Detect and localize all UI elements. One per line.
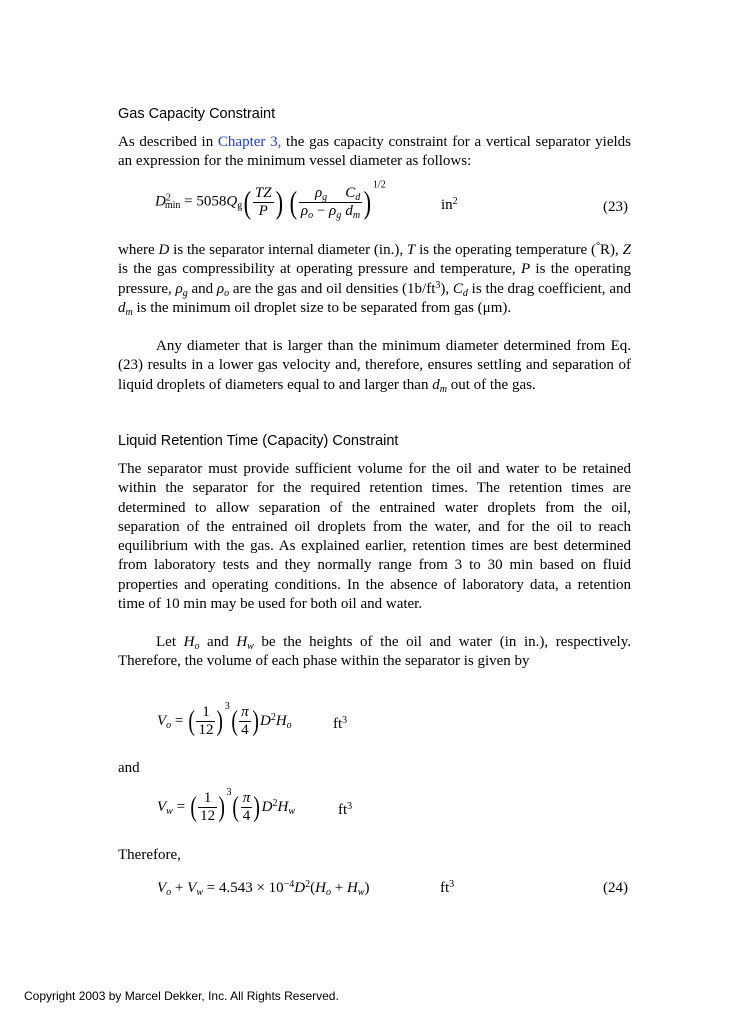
copyright-footer: Copyright 2003 by Marcel Dekker, Inc. All Rights Reserved. bbox=[24, 989, 339, 1003]
section-heading-liquid-retention: Liquid Retention Time (Capacity) Constraint bbox=[118, 433, 399, 449]
eq-sub: o bbox=[166, 719, 172, 731]
eq-symbol: V bbox=[187, 880, 197, 896]
eq-sub: w bbox=[166, 805, 173, 817]
frac-numerator: π bbox=[242, 790, 251, 806]
eq-sub: g bbox=[322, 191, 328, 203]
var-symbol: Z bbox=[622, 242, 631, 258]
text-run: is the operating temperature ( bbox=[415, 242, 597, 258]
right-paren: ) bbox=[252, 705, 259, 737]
left-paren: ( bbox=[243, 184, 252, 220]
unit-text: ft bbox=[338, 802, 348, 818]
var-symbol: T bbox=[406, 242, 416, 258]
eq-sub: g bbox=[336, 209, 342, 221]
frac-numerator: 1 bbox=[196, 704, 215, 722]
text-run: is the separator internal diameter (in.), bbox=[169, 242, 407, 258]
eq-exponent: 3 bbox=[224, 700, 230, 712]
eq-symbol: D bbox=[294, 880, 306, 896]
text-and: and bbox=[118, 760, 140, 776]
left-paren: ( bbox=[231, 705, 238, 737]
frac-denominator: 4 bbox=[241, 722, 249, 738]
left-paren: ( bbox=[232, 791, 240, 823]
paragraph-retention-intro: The separator must provide sufficient volume for the oil and water to be retained within the separator for the required retention times. The retention times are determined to allow separation of the entrained water droplets from the oil, separation of the entrained oil droplets from the water, and for the oil to reach equilibrium with the gas. As explained earlier, retention times are best determined from laboratory tests and they normally range from 3 to 30 min based on fluid properties and operating conditions. In the absence of laboratory data, a retention time of 10 min may be used for both oil and water. bbox=[118, 461, 631, 613]
text-run: R), bbox=[600, 242, 623, 258]
eq-sub: w bbox=[357, 887, 365, 898]
fraction-density bbox=[299, 185, 343, 220]
text-run: and bbox=[187, 280, 217, 297]
eq-text: ( bbox=[310, 880, 316, 896]
text-run: the gas capacity constraint for a vertical separator yields an expression for the minimum vessel diameter as follows: bbox=[118, 134, 632, 170]
eq-symbol: H bbox=[346, 880, 358, 896]
equation-24 bbox=[157, 880, 369, 897]
equation-oil-volume bbox=[157, 700, 292, 739]
degree-sup: ° bbox=[596, 241, 601, 252]
unit-sup: 3 bbox=[342, 715, 348, 726]
eq-sub: o bbox=[308, 209, 314, 221]
eq-exponent: 3 bbox=[226, 786, 232, 798]
eq-text: = 5058 bbox=[184, 193, 227, 210]
eq-symbol: ρ bbox=[329, 202, 337, 219]
eq-text: + bbox=[171, 880, 188, 896]
var-symbol: ρ bbox=[175, 280, 183, 297]
text-run: is the minimum oil droplet size to be separated from gas (μm). bbox=[132, 299, 512, 316]
eq-vw-unit bbox=[338, 802, 352, 819]
eq-symbol: H bbox=[275, 712, 287, 729]
right-paren: ) bbox=[253, 791, 261, 823]
var-symbol: ρ bbox=[216, 280, 225, 297]
text-run: are the gas and oil densities (1b/ft bbox=[229, 280, 436, 297]
var-symbol: P bbox=[520, 261, 531, 278]
eq-sub: m bbox=[352, 209, 361, 221]
unit-text: ft bbox=[440, 880, 450, 896]
right-paren: ) bbox=[275, 184, 283, 220]
chapter-3-link[interactable]: Chapter 3, bbox=[217, 134, 282, 150]
var-sub: m bbox=[439, 383, 447, 395]
eq-sub: w bbox=[196, 887, 203, 898]
var-sub: d bbox=[462, 287, 468, 299]
eq-sub: o bbox=[325, 887, 331, 898]
eq-sup: 2 bbox=[270, 711, 276, 723]
frac-denominator: 12 bbox=[200, 808, 216, 824]
text-run: where bbox=[118, 242, 159, 258]
eq-text: = 4.543 × 10 bbox=[202, 880, 284, 896]
eq-symbol: Q bbox=[226, 193, 238, 210]
var-symbol: D bbox=[158, 242, 170, 258]
text-therefore: Therefore, bbox=[118, 847, 181, 863]
unit-sup: 3 bbox=[435, 279, 441, 291]
eq-text: ) bbox=[364, 880, 370, 896]
var-sub: m bbox=[125, 306, 133, 318]
eq-symbol: V bbox=[157, 712, 167, 729]
eq-symbol: d bbox=[345, 202, 353, 219]
right-paren: ) bbox=[363, 184, 372, 220]
eq-vo-unit bbox=[333, 716, 347, 733]
frac-denominator bbox=[299, 203, 343, 220]
eq-sub: min bbox=[164, 200, 181, 212]
text-run: ), bbox=[440, 280, 453, 297]
eq-symbol: ρ bbox=[300, 202, 309, 219]
eq-text: = bbox=[171, 712, 188, 729]
unit-sup: 3 bbox=[347, 801, 353, 812]
unit-sup: 2 bbox=[452, 196, 458, 207]
var-sub: o bbox=[224, 287, 230, 299]
eq-symbol: V bbox=[157, 798, 167, 815]
text-run: is the gas compressibility at operating pressure and temperature, bbox=[118, 261, 521, 278]
fraction-tz-over-p bbox=[253, 185, 274, 220]
eq-symbol: D bbox=[261, 798, 273, 815]
fraction-drag bbox=[343, 185, 362, 220]
equation-number-23: (23) bbox=[603, 199, 628, 215]
paragraph-gas-intro bbox=[118, 133, 631, 172]
frac-denominator: 12 bbox=[198, 722, 214, 738]
eq-sub: g bbox=[237, 200, 243, 212]
unit-text: in bbox=[441, 197, 453, 213]
text-run: is the drag coefficient, and bbox=[467, 280, 631, 297]
var-sub: w bbox=[247, 641, 254, 652]
frac-numerator: π bbox=[241, 704, 249, 720]
right-paren: ) bbox=[216, 705, 224, 737]
text-run: out of the gas. bbox=[446, 376, 536, 393]
eq-sub: d bbox=[355, 191, 361, 203]
fraction-one-twelfth bbox=[196, 704, 215, 739]
paragraph-variable-definitions bbox=[118, 241, 631, 318]
eq-sup: 2 bbox=[165, 192, 171, 204]
eq-exponent: −4 bbox=[283, 879, 295, 890]
text-run: and bbox=[199, 634, 237, 650]
eq-symbol: ρ bbox=[314, 184, 323, 201]
eq-text: + bbox=[330, 880, 347, 896]
eq-symbol: D bbox=[155, 193, 166, 210]
text-run: As described in bbox=[118, 134, 218, 150]
frac-numerator: TZ bbox=[254, 184, 272, 201]
eq-exponent: 1/2 bbox=[372, 179, 386, 191]
right-paren: ) bbox=[218, 791, 226, 823]
eq-symbol: C bbox=[345, 184, 356, 201]
equation-water-volume bbox=[157, 786, 295, 825]
frac-denominator bbox=[343, 203, 362, 220]
eq23-unit bbox=[441, 197, 458, 214]
var-sub: g bbox=[182, 287, 188, 299]
text-run: be the heights of the oil and water (in in.), respectively. Therefore, the volume of each phase within the separator is given by bbox=[118, 634, 631, 670]
var-sub: o bbox=[194, 641, 200, 652]
eq-symbol: V bbox=[157, 880, 167, 896]
eq-text: − bbox=[313, 202, 330, 219]
var-symbol: C bbox=[452, 280, 463, 297]
fraction-pi-over-four bbox=[239, 704, 251, 739]
paragraph-larger-diameter bbox=[118, 337, 631, 395]
unit-text: ft bbox=[333, 716, 343, 732]
equation-23 bbox=[155, 179, 386, 222]
eq-sup: 2 bbox=[272, 797, 278, 809]
eq-sup: 2 bbox=[305, 879, 311, 890]
left-paren: ( bbox=[190, 791, 197, 823]
eq-sub: o bbox=[286, 719, 292, 731]
section-heading-gas-capacity: Gas Capacity Constraint bbox=[118, 106, 276, 122]
frac-denominator: 4 bbox=[242, 808, 251, 824]
text-run: Any diameter that is larger than the minimum diameter determined from Eq. (23) results in a lower gas velocity and, therefore, ensures settling and separation of liquid droplets of diameters equal to and larger than bbox=[118, 338, 631, 393]
eq24-unit bbox=[440, 880, 454, 897]
eq-sub: w bbox=[288, 805, 295, 817]
var-symbol: d bbox=[432, 376, 440, 393]
var-symbol: H bbox=[236, 634, 248, 650]
fraction-one-twelfth bbox=[198, 790, 217, 825]
frac-numerator bbox=[343, 185, 362, 203]
eq-symbol: H bbox=[315, 880, 326, 896]
frac-denominator: P bbox=[258, 202, 268, 219]
var-symbol: d bbox=[118, 299, 126, 316]
eq-sub: o bbox=[166, 887, 172, 898]
var-symbol: H bbox=[183, 634, 195, 650]
text-run: Let bbox=[156, 634, 184, 650]
left-paren: ( bbox=[188, 705, 196, 737]
text-run: is the operating pressure, bbox=[118, 261, 631, 297]
frac-numerator bbox=[299, 185, 343, 203]
equation-number-24: (24) bbox=[603, 880, 628, 896]
eq-text: = bbox=[172, 798, 189, 815]
eq-symbol: D bbox=[259, 712, 271, 729]
paragraph-heights bbox=[118, 633, 631, 672]
frac-numerator: 1 bbox=[198, 790, 217, 808]
fraction-pi-over-four bbox=[241, 790, 253, 825]
eq-symbol: H bbox=[277, 798, 289, 815]
left-paren: ( bbox=[289, 184, 298, 220]
unit-sup: 3 bbox=[449, 879, 455, 890]
